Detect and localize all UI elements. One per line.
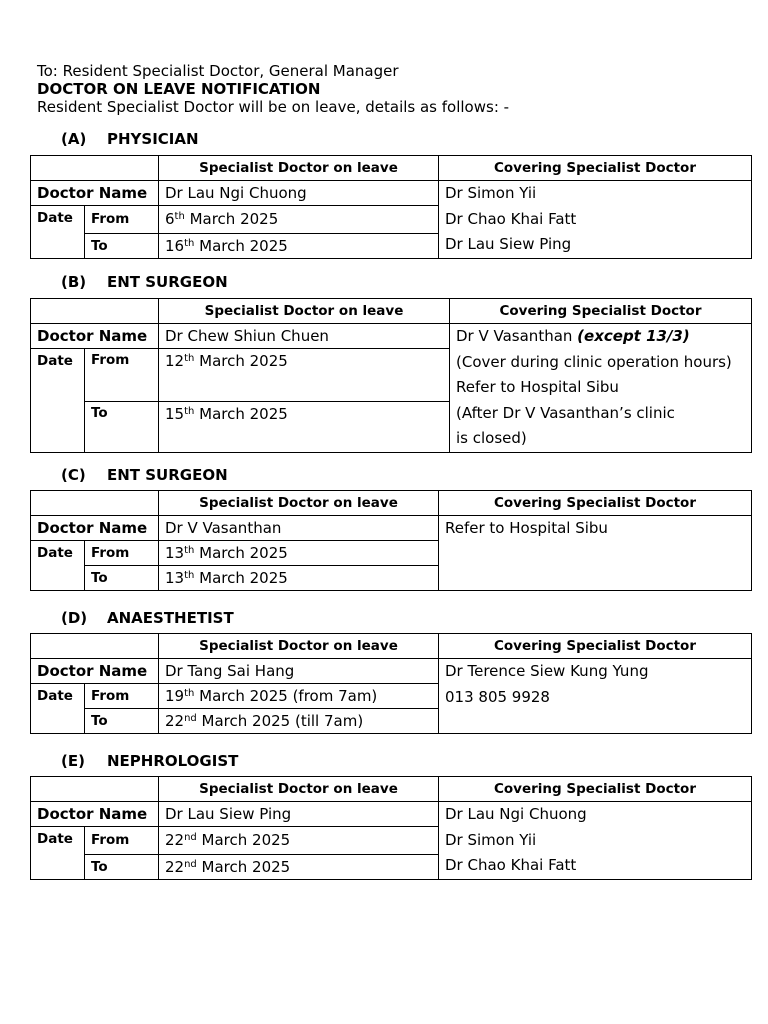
date-suffix: th [184,237,195,249]
date-rest: March 2025 [194,352,288,370]
leave-from-date [159,541,439,566]
covering-doctor-name: Dr V Vasanthan [456,327,578,345]
date-day: 13 [165,544,185,562]
date-label: Date [31,541,85,591]
covering-note: (Cover during clinic operation hours) [456,352,732,371]
covering-doctor: Dr Terence Siew Kung Yung [445,662,649,680]
leave-to-date [159,233,439,258]
covering-phone: 013 805 9928 [445,687,550,706]
on-leave-column-header: Specialist Doctor on leave [159,299,450,324]
date-day: 22 [165,831,185,850]
table-header-row [31,299,752,324]
on-leave-column-header: Specialist Doctor on leave [159,777,439,802]
date-suffix: th [174,211,185,223]
doctor-name-row [31,802,752,827]
document-title: DOCTOR ON LEAVE NOTIFICATION [37,80,321,98]
date-day: 16 [165,236,185,255]
leave-from-date [159,684,439,709]
date-suffix: nd [184,858,197,870]
covering-doctors-cell [439,659,752,734]
section-e-table [30,776,752,880]
header-blank-cell [31,299,159,324]
covering-column-header: Covering Specialist Doctor [439,777,752,802]
to-label: To [85,233,159,258]
header-blank-cell [31,777,159,802]
doctor-on-leave: Dr Tang Sai Hang [159,659,439,684]
section-title: ENT SURGEON [107,466,228,484]
date-rest: March 2025 [194,544,288,562]
covering-exception: (except 13/3) [577,327,690,345]
covering-doctor: Dr Simon Yii [445,184,537,202]
date-suffix: th [184,353,195,364]
doctor-name-label: Doctor Name [31,516,159,541]
date-day: 22 [165,857,185,876]
leave-from-date [159,349,450,402]
covering-note: Refer to Hospital Sibu [456,378,619,396]
covering-column-header: Covering Specialist Doctor [450,299,752,324]
date-suffix: nd [184,713,197,724]
section-title: PHYSICIAN [107,130,199,148]
date-suffix: th [184,545,195,556]
section-a-heading [61,130,199,148]
leave-to-date [159,566,439,591]
section-c-heading [61,466,228,484]
section-letter: (B) [61,273,87,291]
leave-to-date [159,401,450,452]
date-rest: March 2025 [194,569,288,587]
date-rest: March 2025 [184,210,279,229]
to-label: To [85,401,159,452]
header-blank-cell [31,634,159,659]
date-day: 19 [165,687,185,705]
doctor-name-label: Doctor Name [31,181,159,206]
section-b-heading [61,273,228,291]
covering-doctor: Dr Lau Ngi Chuong [445,805,587,823]
covering-doctors-cell [439,181,752,259]
from-label: From [85,827,159,855]
from-label: From [85,349,159,402]
section-e-heading [61,752,238,770]
header-blank-cell [31,156,159,181]
doctor-on-leave: Dr Chew Shiun Chuen [159,324,450,349]
covering-doctors-cell [450,324,752,453]
date-day: 6 [165,210,175,229]
intro-line: Resident Specialist Doctor will be on leave, details as follows: - [37,98,510,116]
section-letter: (E) [61,752,85,770]
date-suffix: th [184,570,195,581]
doctor-name-row [31,516,752,541]
table-header-row [31,491,752,516]
date-day: 12 [165,352,185,370]
on-leave-column-header: Specialist Doctor on leave [159,156,439,181]
covering-doctors-cell [439,802,752,880]
doctor-name-label: Doctor Name [31,324,159,349]
from-label: From [85,684,159,709]
to-label: To [85,709,159,734]
section-title: ENT SURGEON [107,273,228,291]
doctor-on-leave: Dr V Vasanthan [159,516,439,541]
leave-to-date [159,854,439,879]
on-leave-column-header: Specialist Doctor on leave [159,634,439,659]
date-rest: March 2025 [194,404,288,423]
covering-doctor: Dr Chao Khai Fatt [445,209,577,228]
to-label: To [85,566,159,591]
leave-from-date [159,827,439,855]
section-title: ANAESTHETIST [107,609,234,627]
date-label: Date [31,684,85,734]
section-letter: (D) [61,609,88,627]
date-day: 15 [165,404,185,423]
covering-doctor: Dr Simon Yii [445,830,537,849]
section-d-heading [61,609,234,627]
covering-column-header: Covering Specialist Doctor [439,491,752,516]
date-day: 13 [165,569,185,587]
covering-note: Refer to Hospital Sibu [445,519,608,537]
doctor-on-leave: Dr Lau Siew Ping [159,802,439,827]
date-label: Date [31,206,85,259]
header-blank-cell [31,491,159,516]
table-header-row [31,777,752,802]
date-rest: March 2025 [194,236,288,255]
covering-column-header: Covering Specialist Doctor [439,156,752,181]
covering-doctor: Dr Chao Khai Fatt [445,856,577,874]
doctor-name-row [31,181,752,206]
doctor-name-label: Doctor Name [31,659,159,684]
date-rest: March 2025 [196,831,291,850]
leave-to-date [159,709,439,734]
section-d-table [30,633,752,734]
covering-column-header: Covering Specialist Doctor [439,634,752,659]
doctor-name-row [31,659,752,684]
covering-doctors-cell [439,516,752,591]
section-c-table [30,490,752,591]
table-header-row [31,156,752,181]
covering-doctor: Dr Lau Siew Ping [445,235,572,253]
covering-note: is closed) [456,429,527,447]
section-title: NEPHROLOGIST [107,752,239,770]
date-rest: March 2025 [196,857,291,876]
leave-from-date [159,206,439,234]
date-suffix: th [184,405,195,417]
date-label: Date [31,827,85,880]
date-rest: March 2025 (from 7am) [194,687,378,705]
covering-note: (After Dr V Vasanthan’s clinic [456,403,675,422]
doctor-name-label: Doctor Name [31,802,159,827]
date-day: 22 [165,712,185,730]
doctor-name-row [31,324,752,349]
section-letter: (A) [61,130,87,148]
section-b-table [30,298,752,453]
table-header-row [31,634,752,659]
to-label: To [85,854,159,879]
on-leave-column-header: Specialist Doctor on leave [159,491,439,516]
covering-doctor [456,324,745,350]
date-suffix: nd [184,832,197,844]
date-label: Date [31,349,85,453]
date-suffix: th [184,688,195,699]
doctor-on-leave: Dr Lau Ngi Chuong [159,181,439,206]
section-letter: (C) [61,466,86,484]
from-label: From [85,206,159,234]
date-rest: March 2025 (till 7am) [196,712,364,730]
section-a-table [30,155,752,259]
recipient-line: To: Resident Specialist Doctor, General Manager [37,62,399,80]
from-label: From [85,541,159,566]
